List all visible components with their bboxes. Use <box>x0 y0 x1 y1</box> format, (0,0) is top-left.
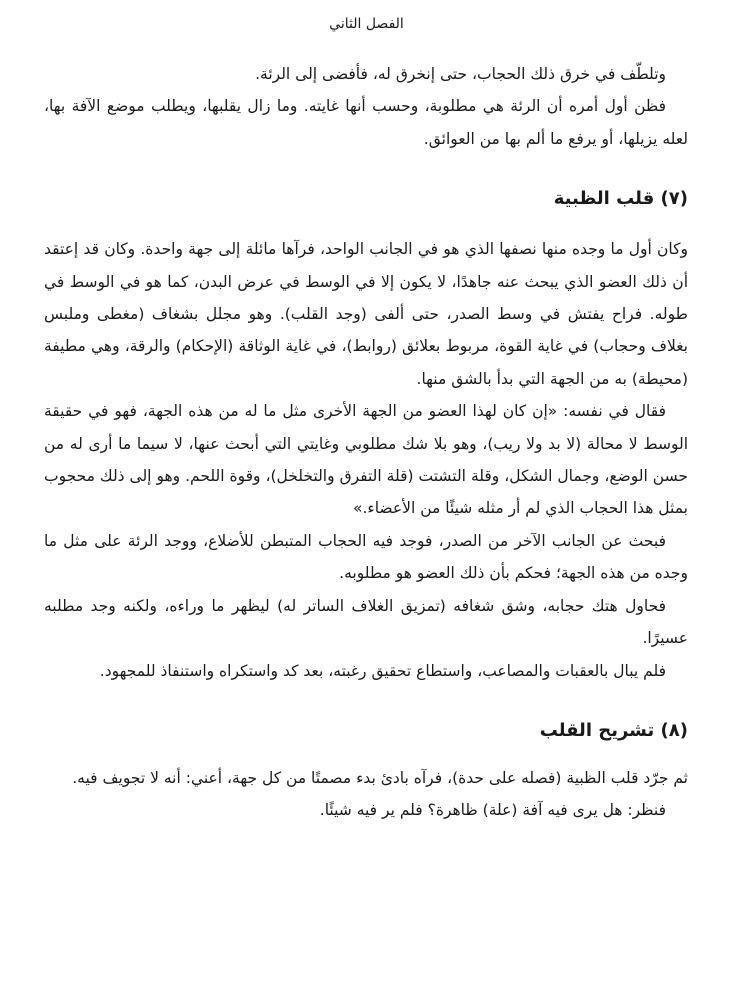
running-head: الفصل الثاني <box>329 16 404 32</box>
paragraph: فحاول هتك حجابه، وشق شغافه (تمزيق الغلاف الساتر له) ليظهر ما وراءه، ولكنه وجد مطلبه عسيرًا. <box>44 596 688 648</box>
paragraph: ثم جرّد قلب الظبية (فصله على حدة)، فرآه بادئ بدء مصمتًا من كل جهة، أعني: أنه لا تجويف فيه. <box>72 768 688 787</box>
section-heading: (٨) تشريح القلب <box>539 719 688 741</box>
paragraph: فنظر: هل يرى فيه آفة (علة) ظاهرة؟ فلم ير فيه شيئًا. <box>319 801 666 820</box>
paragraph: وتلطّف في خرق ذلك الحجاب، حتى إنخرق له، فأفضى إلى الرئة. <box>255 65 666 83</box>
page-body <box>44 58 688 827</box>
paragraph: فبحث عن الجانب الآخر من الصدر، فوجد فيه الحجاب المتبطن للأضلاع، ووجد الرئة على مثل ما وجده من هذه الجهة؛ فحكم بأن ذلك العضو هو مطلوبه. <box>44 531 688 583</box>
paragraph: فقال في نفسه: «إن كان لهذا العضو من الجهة الأخرى مثل ما له من هذه الجهة، فهو في حقيقة الوسط لا محالة (لا بد ولا ريب)، وهو بلا شك مطلوبي وغايتي التي أبحث عنها، لا سيما ما أرى له من حسن الوضع، وجمال الشكل، وقلة التشتت (قلة التفرق والتخلخل)، وقوة اللحم. وهو إلى ذلك محجوب بمثل هذا الحجاب الذي لم أر مثله شيئًا من الأعضاء.» <box>44 402 688 518</box>
paragraph: فلم يبال بالعقبات والمصاعب، واستطاع تحقيق رغبته، بعد كد واستكراه واستنفاذ للمجهود. <box>99 661 666 680</box>
section-heading: (٧) قلب الظبية <box>553 188 688 210</box>
paragraph: فظن أول أمره أن الرئة هي مطلوبة، وحسب أنها غايته. وما زال يقلبها، ويطلب موضع الآفة بها، لعله يزيلها، أو يرفع ما ألم بها من العوائق. <box>44 97 688 148</box>
paragraph: وكان أول ما وجده منها نصفها الذي هو في الجانب الواحد، فرآها مائلة إلى جهة واحدة. وكان قد إعتقد أن ذلك العضو الذي يبحث عنه جاهدًا، لا يكون إلا في الوسط في عرض البدن، كما هو في الوسط في طوله. فراح يفتش في وسط الصدر، حتى ألفى (وجد القلب). وهو مجلل بشغاف (مغطى وملبس بغلاف وحجاب) في غاية القوة، مربوط بعلائق (روابط)، في غاية الوثاقة (الإحكام) والرقة، وهي مطيفة (محيطة) به من الجهة التي بدأ بالشق منها. <box>44 240 688 388</box>
